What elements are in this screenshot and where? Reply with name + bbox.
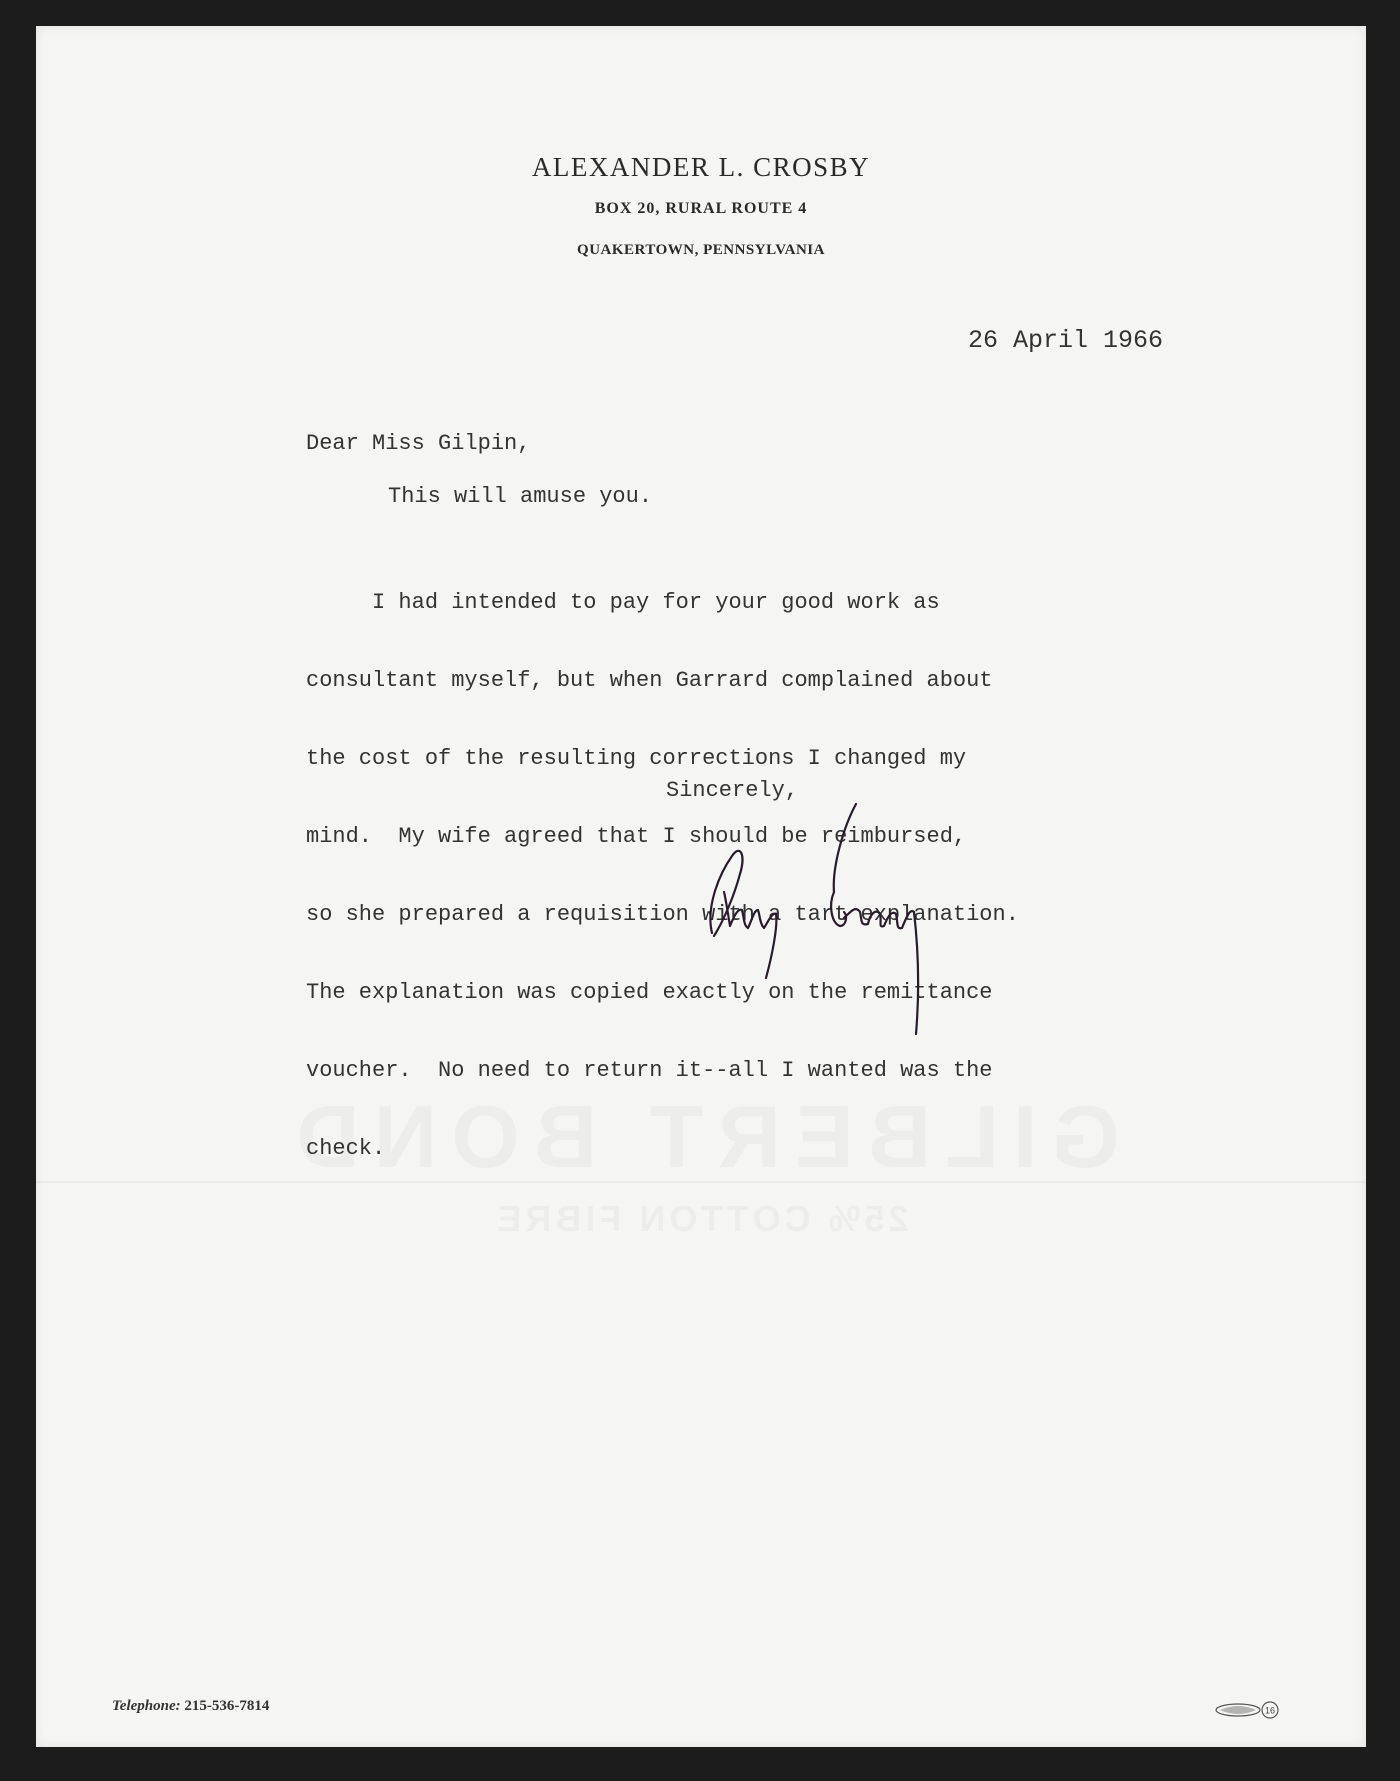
letter-closing: Sincerely, [666, 778, 799, 803]
telephone-label: Telephone: [112, 1698, 181, 1714]
letter-salutation: Dear Miss Gilpin, [306, 431, 531, 456]
union-label-icon [1214, 1698, 1284, 1722]
telephone-number: 215-536-7814 [184, 1698, 270, 1714]
body-line: the cost of the resulting corrections I changed my [306, 746, 967, 771]
letterhead-address-line2: QUAKERTOWN, PENNSYLVANIA [577, 242, 825, 258]
handwritten-signature [684, 796, 984, 1076]
body-line: consultant myself, but when Garrard complained about [306, 668, 993, 693]
body-line: so she prepared a requisition with a tart explanation. [306, 902, 1019, 927]
body-line: mind. My wife agreed that I should be reimbursed, [306, 824, 967, 849]
footer-telephone [112, 1698, 269, 1715]
letter-page [36, 26, 1366, 1747]
body-line: The explanation was copied exactly on the remittance [306, 980, 993, 1005]
union-label-number: 16 [1264, 1705, 1276, 1716]
body-line: voucher. No need to return it--all I wanted was the [306, 1058, 993, 1083]
letter-date: 26 April 1966 [968, 326, 1164, 355]
letter-paragraph-1: This will amuse you. [388, 484, 653, 509]
letterhead-name: ALEXANDER L. CROSBY [531, 152, 871, 182]
body-line: I had intended to pay for your good work as [306, 590, 940, 615]
body-line: check. [306, 1136, 386, 1161]
letterhead-address-line1: BOX 20, RURAL ROUTE 4 [594, 200, 808, 217]
